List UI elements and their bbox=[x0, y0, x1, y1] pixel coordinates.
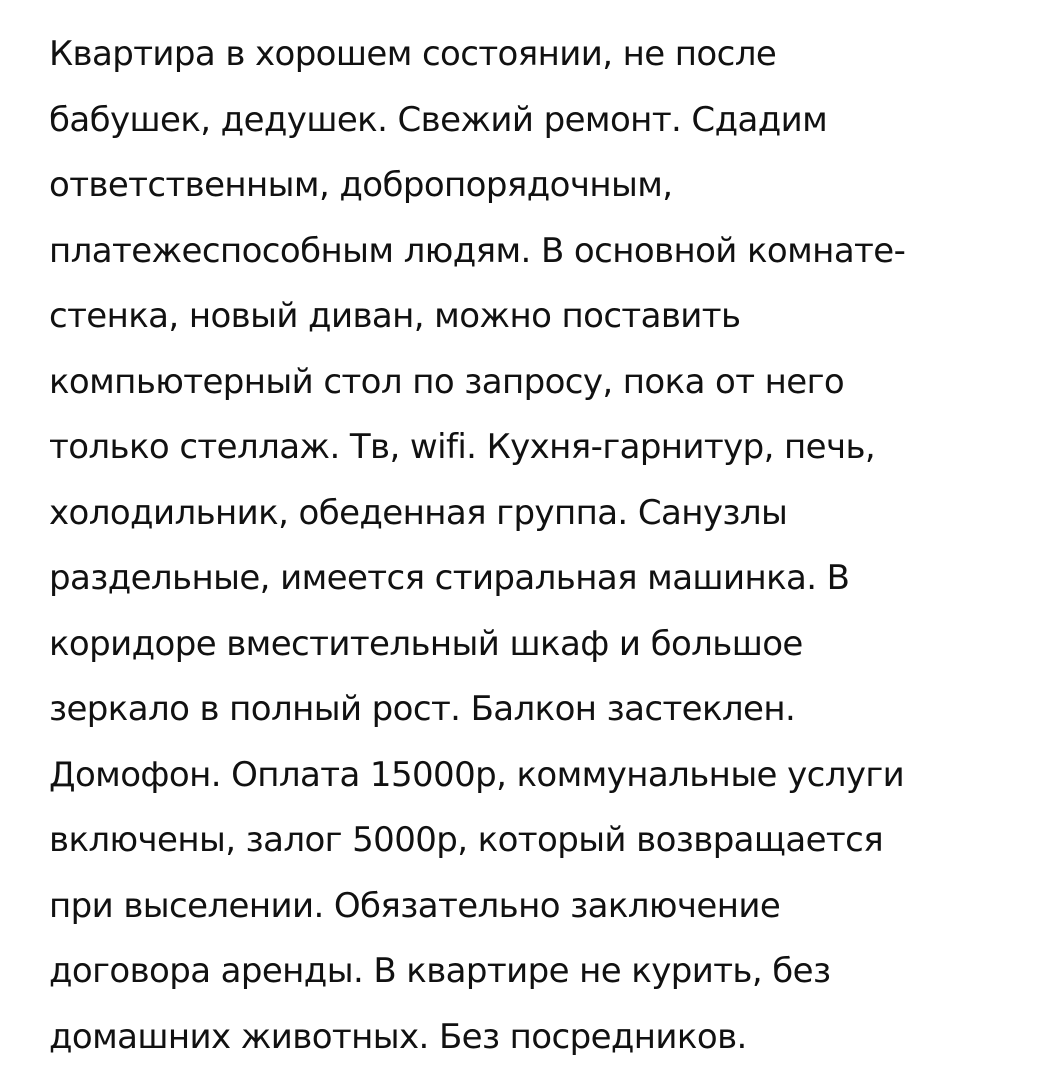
description-line: зеркало в полный рост. Балкон застеклен. bbox=[49, 689, 796, 729]
listing-description bbox=[49, 22, 1039, 1070]
description-line: бабушек, дедушек. Свежий ремонт. Сдадим bbox=[49, 99, 828, 140]
description-line: включены, залог 5000р, который возвращается bbox=[49, 820, 884, 860]
description-line: ответственным, добропорядочным, bbox=[49, 165, 673, 205]
description-line: компьютерный стол по запросу, пока от него bbox=[49, 361, 845, 402]
description-line: раздельные, имеется стиральная машинка. В bbox=[49, 558, 850, 598]
description-line: договора аренды. В квартире не курить, без bbox=[49, 951, 831, 991]
description-line: холодильник, обеденная группа. Санузлы bbox=[49, 492, 788, 533]
description-line: Домофон. Оплата 15000р, коммунальные услуги bbox=[49, 754, 905, 795]
description-line: домашних животных. Без посредников. bbox=[49, 1016, 747, 1057]
description-line: при выселении. Обязательно заключение bbox=[49, 885, 781, 926]
description-line: коридоре вместительный шкаф и большое bbox=[49, 623, 803, 664]
description-line: стенка, новый диван, можно поставить bbox=[49, 296, 741, 336]
description-line: только стеллаж. Тв, wifi. Кухня-гарнитур, печь, bbox=[49, 427, 876, 467]
description-line: платежеспособным людям. В основной комнате- bbox=[49, 230, 906, 271]
description-line: Квартира в хорошем состоянии, не после bbox=[49, 34, 777, 74]
